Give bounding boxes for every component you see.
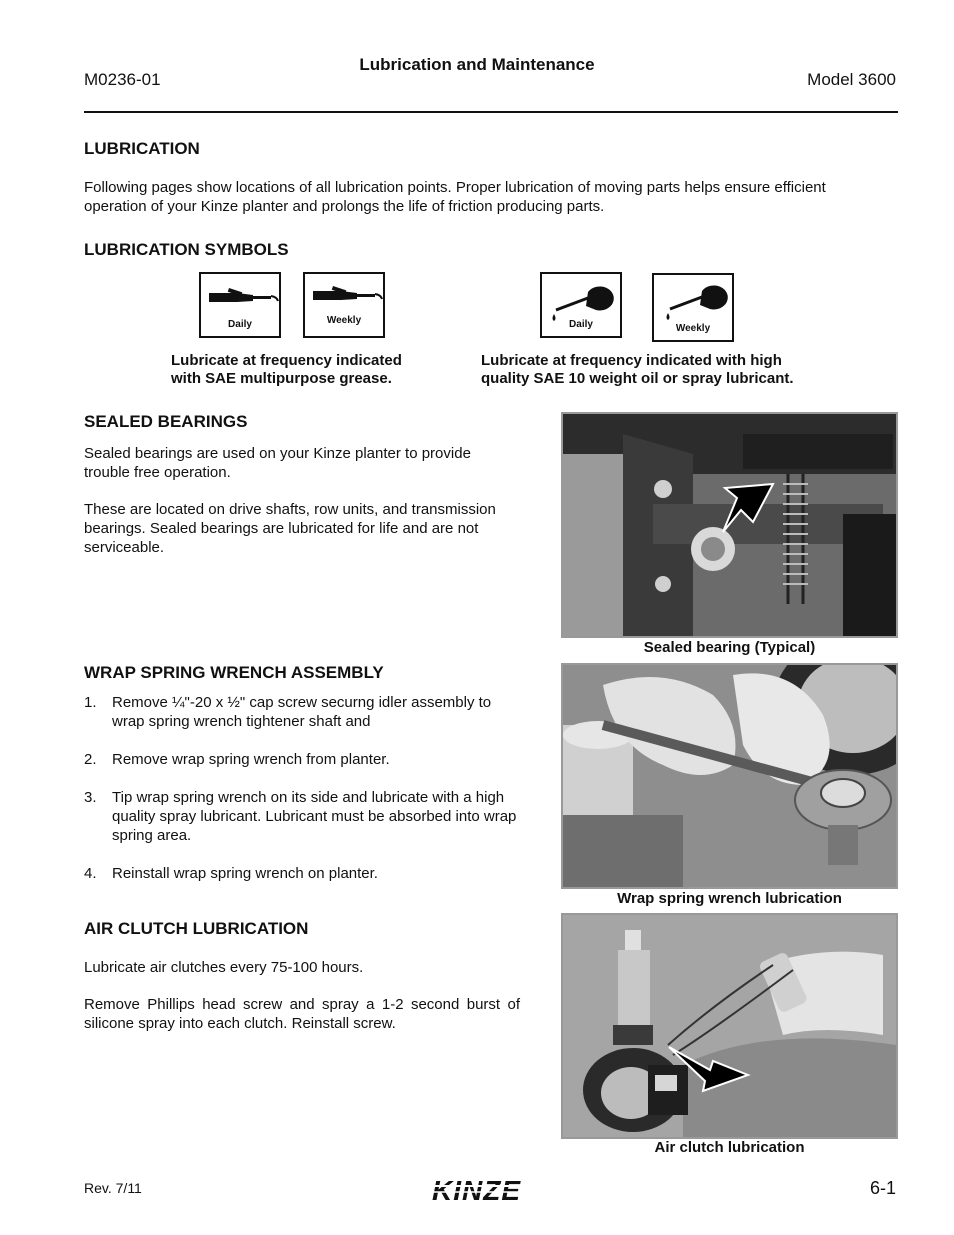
grease-daily-label: Daily [228,319,252,330]
oil-daily-label: Daily [569,319,593,330]
wrap-spring-heading: WRAP SPRING WRENCH ASSEMBLY [84,663,384,682]
air-clutch-caption: Air clutch lubrication [654,1139,805,1156]
oil-weekly-symbol [652,273,734,342]
sealed-bearing-photo [561,412,898,638]
sealed-bearings-para2: These are located on drive shafts, row units, and transmission bearings. Sealed bearings are lubricated for life and are not serviceable. [84,501,496,556]
grease-caption-line2: with SAE multipurpose grease. [171,370,392,387]
grease-weekly-label: Weekly [326,315,362,326]
grease-weekly-symbol [303,272,385,338]
revision-label: Rev. 7/11 [84,1180,142,1196]
kinze-logo [430,1174,550,1206]
list-item: 3. Tip wrap spring wrench on its side and lubricate with a high quality spray lubricant. Lubricant must be absorbed into wrap spring area. [84,789,517,844]
page-number: 6-1 [869,1178,896,1198]
grease-caption-line1: Lubricate at frequency indicated [171,352,402,369]
air-clutch-para2: Remove Phillips head screw and spray a 1-2 second burst of silicone spray into each clutch. Reinstall screw. [84,996,520,1032]
oil-caption [481,352,794,388]
oil-daily-symbol [540,272,622,338]
lubrication-paragraph: Following pages show locations of all lubrication points. Proper lubrication of moving parts helps ensure efficient operation of your Kinze planter and prolongs the life of friction producing parts. [84,179,826,215]
lubrication-heading: LUBRICATION [84,139,200,158]
section-title: Lubrication and Maintenance [359,55,595,74]
doc-number: M0236-01 [84,70,161,89]
wrap-spring-photo [561,663,898,889]
sealed-bearings-heading: SEALED BEARINGS [84,412,248,431]
wrap-spring-caption: Wrap spring wrench lubrication [617,890,842,907]
oil-caption-line2: quality SAE 10 weight oil or spray lubricant. [481,370,794,387]
oil-caption-line1: Lubricate at frequency indicated with high [481,352,782,369]
list-item: 4. Reinstall wrap spring wrench on planter. [84,865,378,882]
header-divider [84,111,898,113]
oil-weekly-label: Weekly [675,323,711,334]
sealed-bearings-para1: Sealed bearings are used on your Kinze planter to provide trouble free operation. [84,445,471,481]
wrap-spring-steps [84,693,524,883]
grease-caption [171,352,402,388]
sealed-bearing-caption: Sealed bearing (Typical) [643,639,816,656]
svg-text:KINZE: KINZE [432,1175,521,1206]
symbols-heading: LUBRICATION SYMBOLS [84,240,289,259]
grease-daily-symbol [199,272,281,338]
model-label: Model 3600 [807,70,896,89]
air-clutch-para1: Lubricate air clutches every 75-100 hours. [84,959,364,976]
list-item: 1. Remove ¼"-20 x ½" cap screw securng idler assembly to wrap spring wrench tightener shaft and [84,694,492,730]
list-item: 2. Remove wrap spring wrench from planter. [84,751,390,768]
air-clutch-heading: AIR CLUTCH LUBRICATION [84,919,309,938]
air-clutch-photo [561,913,898,1139]
grease-gun-icon [305,274,383,336]
